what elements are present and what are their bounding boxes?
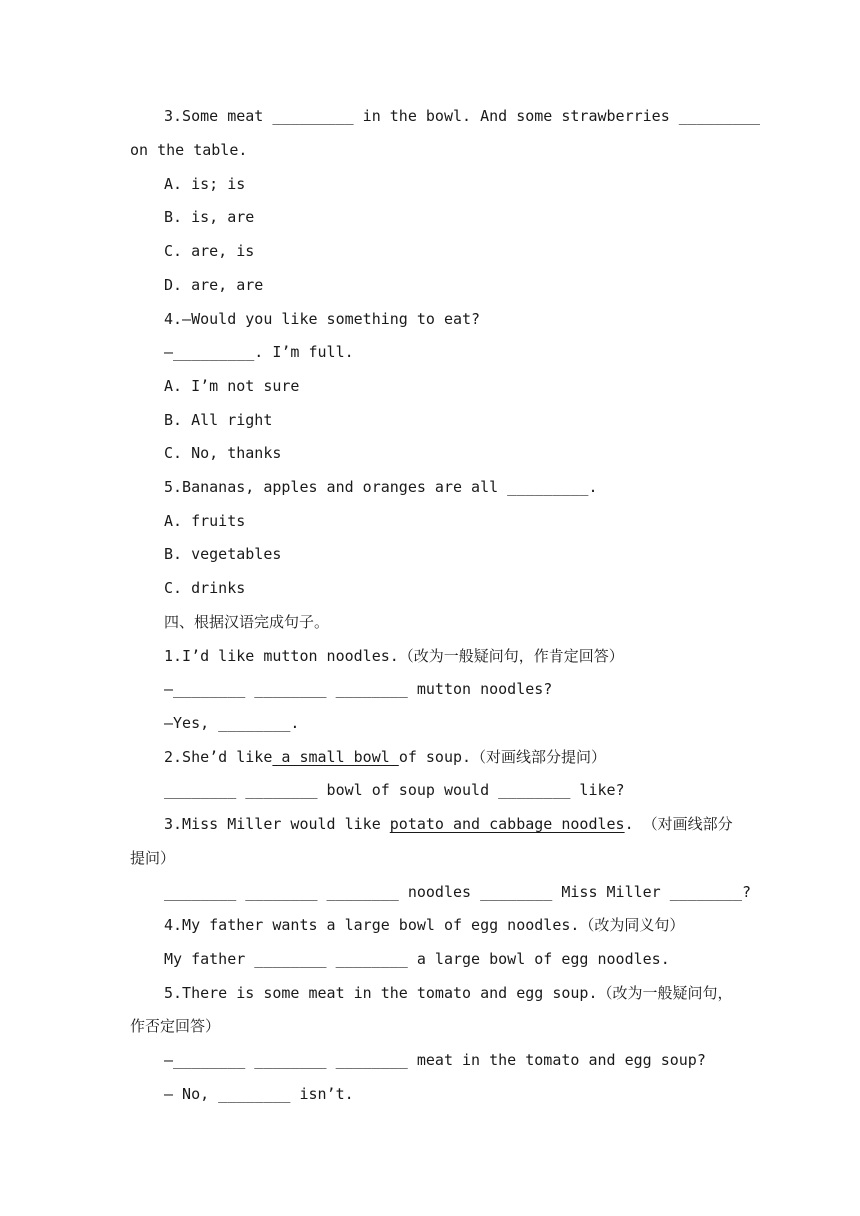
sentence-1-question: —________ ________ ________ mutton noodles? xyxy=(164,680,553,698)
question-4-option-b: B. All right xyxy=(164,411,273,429)
section-4-heading: 四、根据汉语完成句子。 xyxy=(164,613,330,631)
question-3-stem-continued: on the table. xyxy=(130,141,248,159)
sentence-3-prefix: 3.Miss Miller would like xyxy=(164,815,390,833)
sentence-4-prompt: 4.My father wants a large bowl of egg noodles.（改为同义句） xyxy=(164,916,685,934)
question-5-option-b: B. vegetables xyxy=(164,545,282,563)
sentence-5-prompt-continued: 作否定回答） xyxy=(130,1017,221,1035)
question-3-option-b: B. is, are xyxy=(164,208,255,226)
sentence-5-question: —________ ________ ________ meat in the tomato and egg soup? xyxy=(164,1051,706,1069)
question-5-option-a: A. fruits xyxy=(164,512,246,530)
sentence-2-prompt xyxy=(164,747,606,767)
sentence-3-prompt xyxy=(164,814,733,834)
sentence-2-question: ________ ________ bowl of soup would ________ like? xyxy=(164,781,625,799)
sentence-2-underlined-phrase: a small bowl xyxy=(272,748,399,766)
sentence-3-prompt-continued: 提问） xyxy=(130,849,176,867)
sentence-5-answer: — No, ________ isn’t. xyxy=(164,1085,354,1103)
question-3-option-c: C. are, is xyxy=(164,242,255,260)
question-5-option-c: C. drinks xyxy=(164,579,246,597)
question-4-stem: 4.—Would you like something to eat? xyxy=(164,310,481,328)
sentence-1-answer: —Yes, ________. xyxy=(164,714,300,732)
question-3-stem: 3.Some meat _________ in the bowl. And some strawberries _________ xyxy=(164,107,761,125)
sentence-1-prompt: 1.I’d like mutton noodles.（改为一般疑问句，作肯定回答） xyxy=(164,647,624,665)
sentence-3-question: ________ ________ ________ noodles ________ Miss Miller ________? xyxy=(164,883,751,901)
sentence-5-prompt: 5.There is some meat in the tomato and egg soup.（改为一般疑问句， xyxy=(164,984,733,1002)
sentence-2-prefix: 2.She’d like xyxy=(164,748,273,766)
question-5-stem: 5.Bananas, apples and oranges are all _________. xyxy=(164,478,598,496)
sentence-3-underlined-phrase: potato and cabbage noodles xyxy=(389,815,625,833)
question-4-response: —_________. I’m full. xyxy=(164,343,354,361)
sentence-3-suffix: . （对画线部分 xyxy=(624,815,733,833)
question-3-option-a: A. is; is xyxy=(164,175,246,193)
question-4-option-c: C. No, thanks xyxy=(164,444,282,462)
question-4-option-a: A. I’m not sure xyxy=(164,377,300,395)
sentence-2-suffix: of soup.（对画线部分提问） xyxy=(398,748,607,766)
sentence-4-answer: My father ________ ________ a large bowl of egg noodles. xyxy=(164,950,670,968)
question-3-option-d: D. are, are xyxy=(164,276,264,294)
